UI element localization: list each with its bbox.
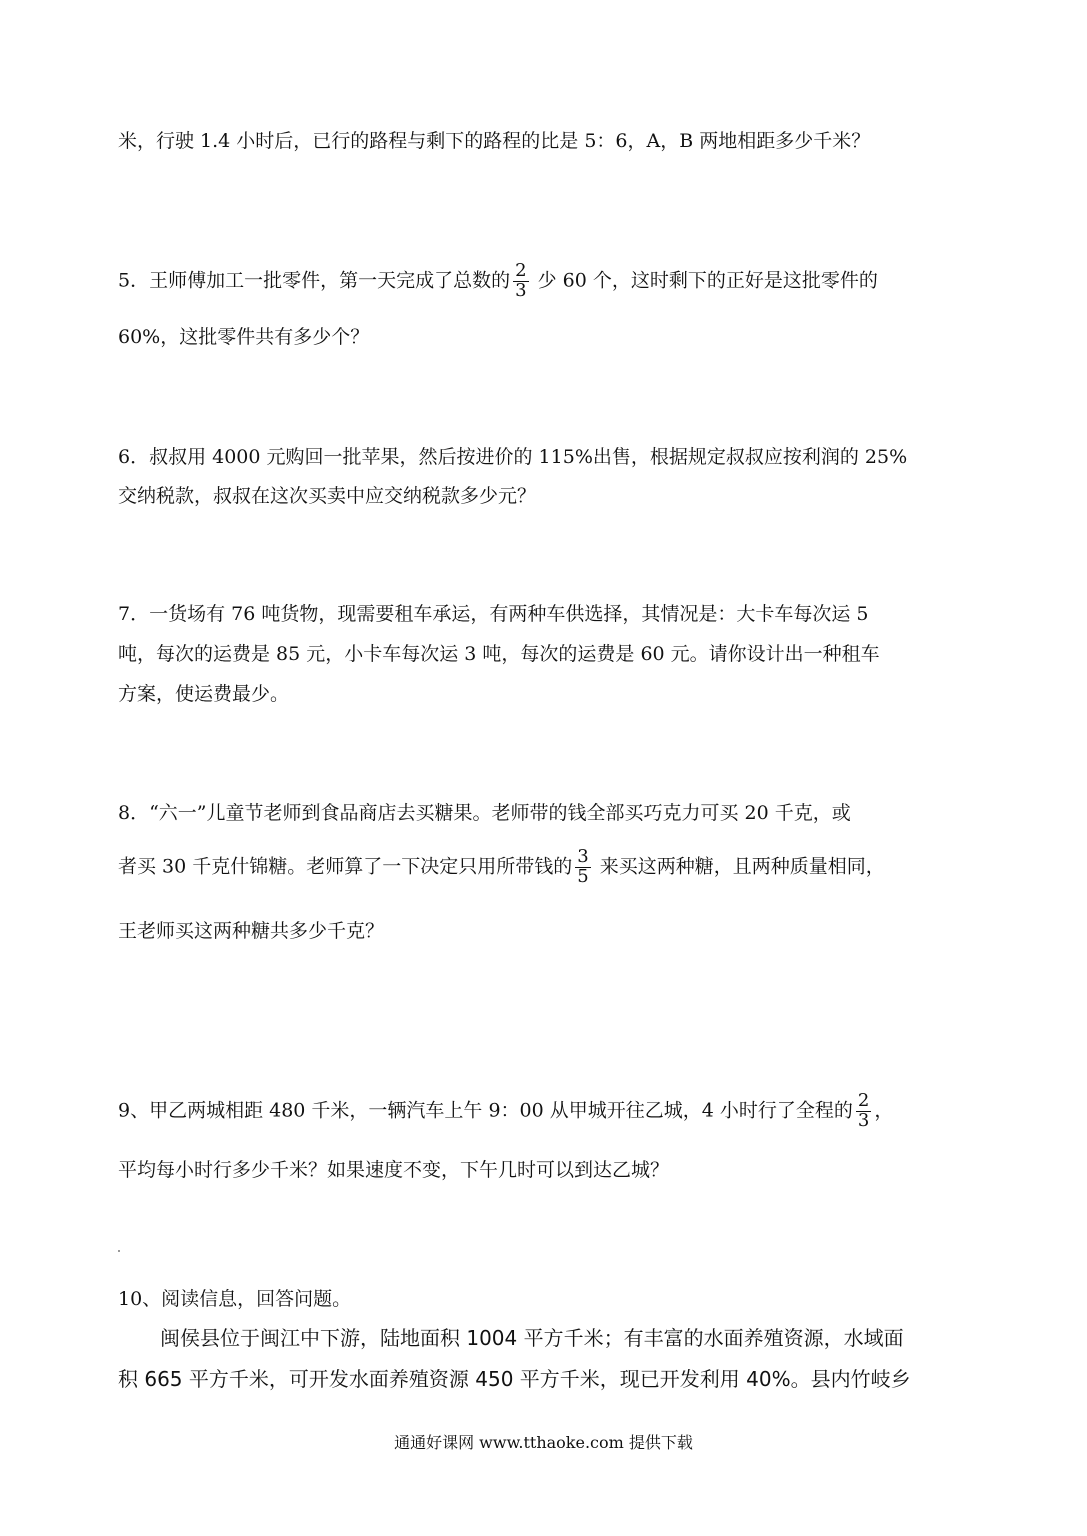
question-6-line-1: 6．叔叔用 4000 元购回一批苹果，然后按进价的 115%出售，根据规定叔叔应按利润的 25% bbox=[118, 446, 908, 468]
q8-text-pre: 者买 30 千克什锦糖。老师算了一下决定只用所带钱的 bbox=[118, 855, 573, 878]
text-line: 米，行驶 1.4 小时后，已行的路程与剩下的路程的比是 5：6，A，B 两地相距多少千米？ bbox=[118, 130, 871, 152]
question-9-line-2: 平均每小时行多少千米？如果速度不变，下午几时可以到达乙城？ bbox=[118, 1159, 670, 1181]
q5-text-post: 少 60 个，这时剩下的正好是这批零件的 bbox=[537, 269, 878, 292]
fraction-two-thirds: $\frac{2}{3}$ bbox=[857, 1090, 870, 1131]
question-7-line-2: 吨，每次的运费是 85 元，小卡车每次运 3 吨，每次的运费是 60 元。请你设计出一种租车 bbox=[118, 643, 880, 665]
stray-dot bbox=[118, 1250, 120, 1252]
q5-text-pre: 5．王师傅加工一批零件，第一天完成了总数的 bbox=[118, 269, 511, 292]
question-7-line-1: 7．一货场有 76 吨货物，现需要租车承运，有两种车供选择，其情况是：大卡车每次运 5 bbox=[118, 603, 869, 625]
question-8-line-2 bbox=[118, 848, 885, 887]
paragraph-line-2: 积 665 平方千米，可开发水面养殖资源 450 平方千米，现已开发利用 40%。县内竹岐乡 bbox=[118, 1367, 911, 1391]
question-9-line-1 bbox=[118, 1092, 893, 1131]
fraction-two-thirds: $\frac{2}{3}$ bbox=[515, 260, 527, 301]
fraction-three-fifths: $\frac{3}{5}$ bbox=[577, 846, 589, 887]
question-6-line-2: 交纳税款，叔叔在这次买卖中应交纳税款多少元？ bbox=[118, 485, 537, 507]
paragraph-line-1: 闽侯县位于闽江中下游，陆地面积 1004 平方千米；有丰富的水面养殖资源，水域面 bbox=[160, 1326, 904, 1350]
q8-text-post: 来买这两种糖，且两种质量相同， bbox=[599, 855, 885, 878]
question-10-title: 10、阅读信息，回答问题。 bbox=[118, 1288, 352, 1310]
q9-text-post: ， bbox=[874, 1099, 894, 1122]
question-5-line-2: 60%，这批零件共有多少个？ bbox=[118, 326, 370, 348]
question-8-line-1: 8．“六一”儿童节老师到食品商店去买糖果。老师带的钱全部买巧克力可买 20 千克，或 bbox=[118, 802, 851, 824]
question-5-line-1 bbox=[118, 262, 878, 301]
page-footer: 通通好课网 www.tthaoke.com 提供下载 bbox=[394, 1433, 693, 1452]
question-8-line-3: 王老师买这两种糖共多少千克？ bbox=[118, 920, 385, 942]
question-7-line-3: 方案，使运费最少。 bbox=[118, 683, 290, 705]
q9-text-pre: 9、甲乙两城相距 480 千米，一辆汽车上午 9：00 从甲城开往乙城，4 小时行了全程的 bbox=[118, 1099, 853, 1122]
